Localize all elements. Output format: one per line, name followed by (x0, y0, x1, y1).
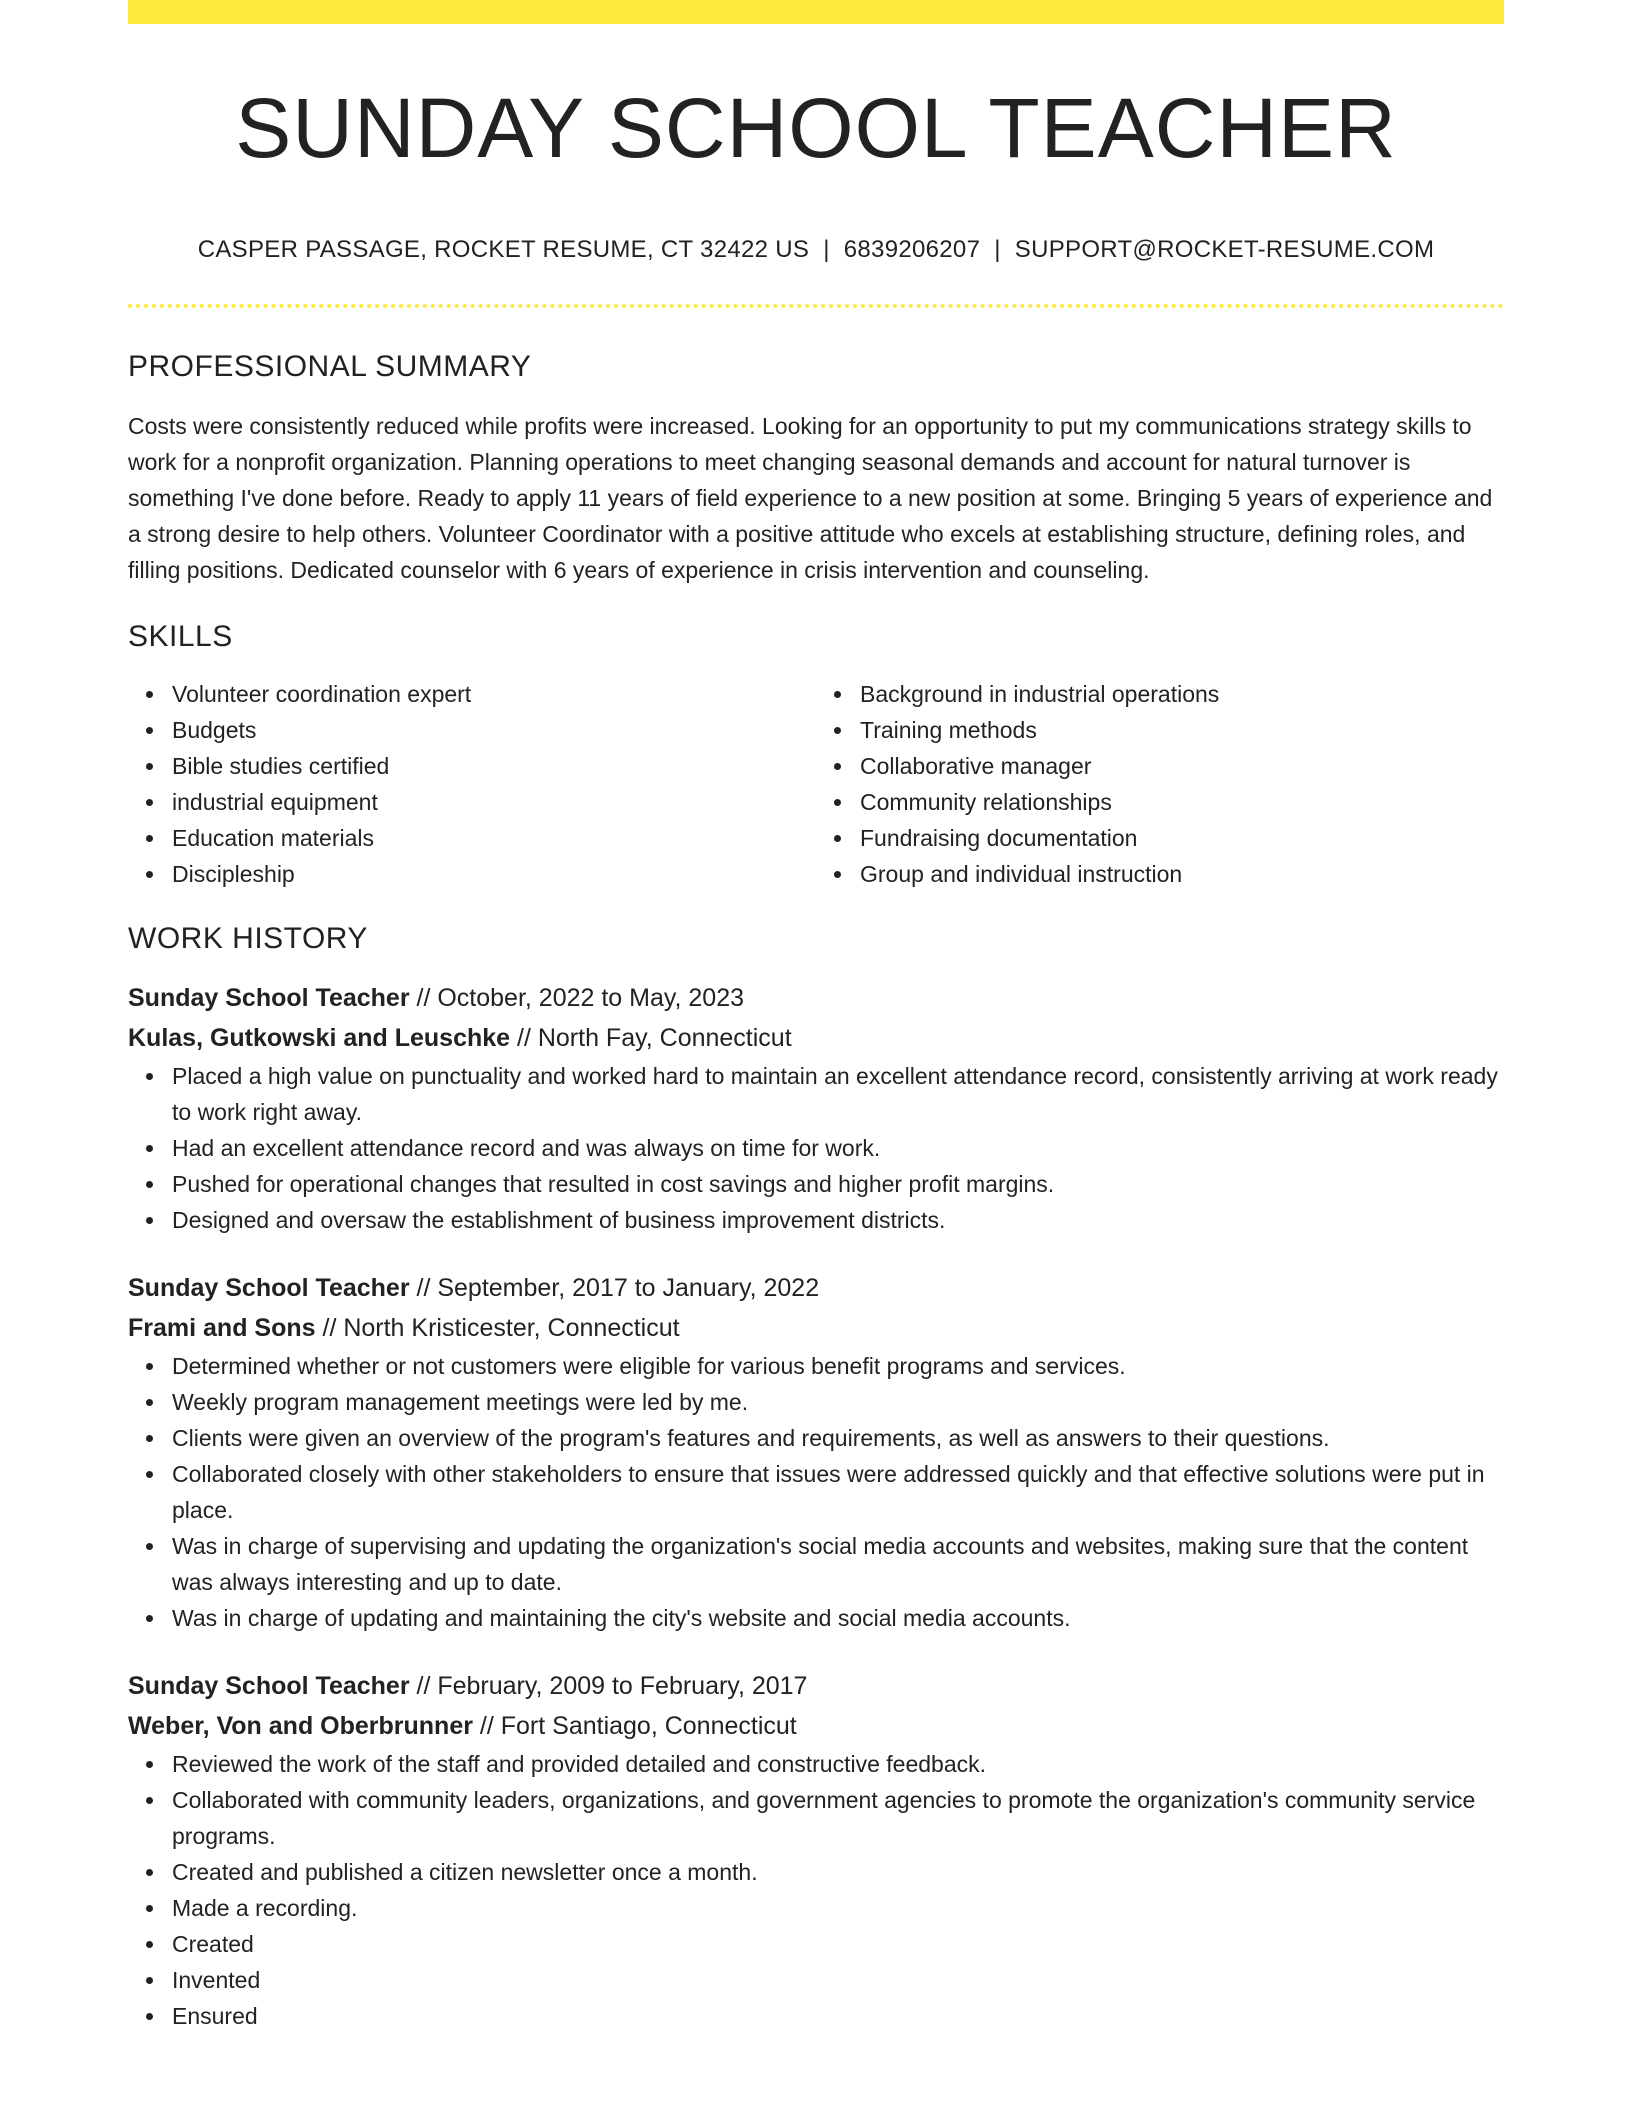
work-history-heading: WORK HISTORY (128, 922, 368, 956)
summary-text: Costs were consistently reduced while profits were increased. Looking for an opportunity to put my communications strategy skills to work for a nonprofit organization. Planning operations to meet changing seasonal demands and account for natural turnover is something I've done before. Ready to apply 11 years of field experience to a new position at some. Bringing 5 years of experience and a strong desire to help others. Volunteer Coordinator with a positive attitude who excels at establishing structure, defining roles, and filling positions. Dedicated counselor with 6 years of experience in crisis intervention and counseling. (128, 413, 1493, 584)
resume-title: SUNDAY SCHOOL TEACHER (235, 81, 1397, 175)
skills-grid (128, 676, 1504, 892)
skill-item: Training methods (860, 712, 1504, 748)
job-bullet-list (128, 1348, 1504, 1636)
job-bullet: Clients were given an overview of the program's features and requirements, as well as answers to their questions. (172, 1420, 1504, 1456)
skill-item: Discipleship (172, 856, 816, 892)
job-role: Sunday School Teacher (128, 984, 410, 1013)
job-dates: // September, 2017 to January, 2022 (409, 1274, 820, 1303)
contact-email: SUPPORT@ROCKET-RESUME.COM (1014, 236, 1435, 264)
job-location: // Fort Santiago, Connecticut (472, 1712, 797, 1741)
job-company-line (128, 1018, 1504, 1058)
job-location: // North Fay, Connecticut (510, 1024, 792, 1053)
job-bullet: Weekly program management meetings were led by me. (172, 1384, 1504, 1420)
dotted-divider (128, 304, 1504, 308)
job-bullet: Placed a high value on punctuality and worked hard to maintain an excellent attendance record, consistently arriving at work ready to work right away. (172, 1058, 1504, 1130)
job-bullet: Created (172, 1926, 1504, 1962)
summary-heading: PROFESSIONAL SUMMARY (128, 350, 532, 384)
skill-item: Bible studies certified (172, 748, 816, 784)
job-role-line (128, 978, 1504, 1018)
skills-heading: SKILLS (128, 620, 233, 654)
job-dates: // October, 2022 to May, 2023 (409, 984, 745, 1013)
job-bullet: Had an excellent attendance record and was always on time for work. (172, 1130, 1504, 1166)
job-bullet: Designed and oversaw the establishment of business improvement districts. (172, 1202, 1504, 1238)
job-bullet-list (128, 1058, 1504, 1238)
skill-item: Volunteer coordination expert (172, 676, 816, 712)
job-bullet: Pushed for operational changes that resulted in cost savings and higher profit margins. (172, 1166, 1504, 1202)
job-bullet: Reviewed the work of the staff and provided detailed and constructive feedback. (172, 1746, 1504, 1782)
job-role: Sunday School Teacher (128, 1274, 410, 1303)
skills-column-left (128, 676, 816, 892)
job-company-line (128, 1706, 1504, 1746)
job-bullet: Invented (172, 1962, 1504, 1998)
job-bullet: Made a recording. (172, 1890, 1504, 1926)
resume-page (128, 0, 1504, 2034)
top-accent-bar (128, 0, 1504, 24)
job-role: Sunday School Teacher (128, 1672, 410, 1701)
skill-item: Fundraising documentation (860, 820, 1504, 856)
skill-item: Community relationships (860, 784, 1504, 820)
skill-item: Group and individual instruction (860, 856, 1504, 892)
job-entry (128, 1666, 1504, 2034)
job-company-line (128, 1308, 1504, 1348)
skill-item: Budgets (172, 712, 816, 748)
job-role-line (128, 1268, 1504, 1308)
job-bullet: Ensured (172, 1998, 1504, 2034)
job-location: // North Kristicester, Connecticut (315, 1314, 680, 1343)
job-role-line (128, 1666, 1504, 1706)
job-bullet: Collaborated closely with other stakeholders to ensure that issues were addressed quickly and that effective solutions were put in place. (172, 1456, 1504, 1528)
job-company: Kulas, Gutkowski and Leuschke (128, 1024, 511, 1053)
job-bullet-list (128, 1746, 1504, 2034)
skill-item: industrial equipment (172, 784, 816, 820)
contact-line (128, 236, 1504, 264)
contact-separator: | (823, 236, 830, 264)
skills-column-right (816, 676, 1504, 892)
job-bullet: Created and published a citizen newsletter once a month. (172, 1854, 1504, 1890)
skill-item: Education materials (172, 820, 816, 856)
contact-phone: 6839206207 (843, 236, 981, 264)
skill-item: Background in industrial operations (860, 676, 1504, 712)
job-entry (128, 978, 1504, 1238)
job-bullet: Was in charge of updating and maintaining the city's website and social media accounts. (172, 1600, 1504, 1636)
job-bullet: Collaborated with community leaders, organizations, and government agencies to promote the organization's community service programs. (172, 1782, 1504, 1854)
job-bullet: Determined whether or not customers were eligible for various benefit programs and services. (172, 1348, 1504, 1384)
job-company: Weber, Von and Oberbrunner (128, 1712, 473, 1741)
job-company: Frami and Sons (128, 1314, 316, 1343)
contact-address: CASPER PASSAGE, ROCKET RESUME, CT 32422 US (197, 236, 810, 264)
skill-item: Collaborative manager (860, 748, 1504, 784)
job-bullet: Was in charge of supervising and updating the organization's social media accounts and websites, making sure that the content was always interesting and up to date. (172, 1528, 1504, 1600)
job-entry (128, 1268, 1504, 1636)
job-dates: // February, 2009 to February, 2017 (409, 1672, 808, 1701)
contact-separator: | (994, 236, 1001, 264)
